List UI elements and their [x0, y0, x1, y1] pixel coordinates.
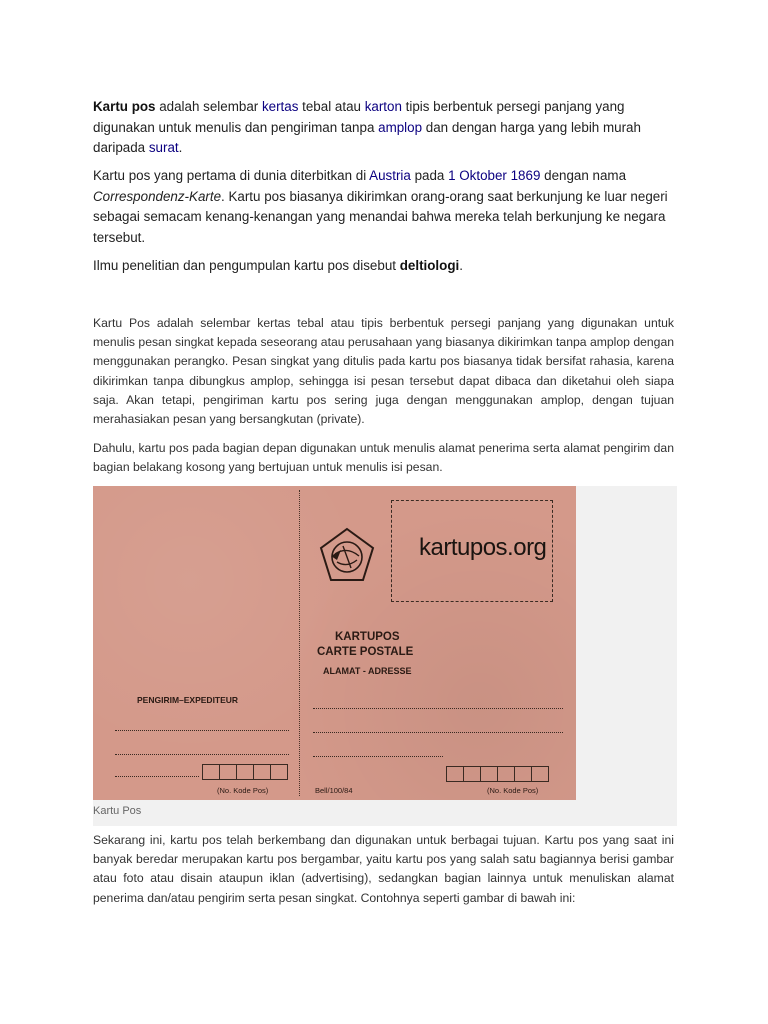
link-kertas[interactable]: kertas [261, 99, 299, 114]
link-amplop[interactable]: amplop [378, 119, 423, 135]
print-code: Bell/100/84 [315, 786, 353, 795]
text: . [459, 258, 463, 273]
zip-boxes-left [203, 764, 288, 780]
text: . [178, 140, 183, 155]
article-paragraph-2: Dahulu, kartu pos pada bagian depan digunakan untuk menulis alamat penerima serta alamat pengirim dan bagian belakang kosong yang bertujuan untuk menulis isi pesan. [93, 441, 674, 475]
sender-label: PENGIRIM–EXPEDITEUR [137, 695, 239, 705]
zip-boxes-right [447, 766, 549, 782]
card-address-label: ALAMAT - ADRESSE [323, 666, 412, 676]
zip-label-left: (No. Kode Pos) [217, 786, 269, 795]
sender-line [115, 776, 199, 777]
card-title-kartupos: KARTUPOS [335, 631, 400, 643]
text: dengan nama [540, 168, 627, 183]
text: Ilmu penelitian dan pengumpulan kartu pos disebut [93, 258, 400, 273]
text: . Kartu pos biasanya dikirimkan orang-orang saat berkunjung ke luar negeri sebagai semacam kenang-kenangan yang menandai bahwa mereka telah berkunjung ke negara tersebut. [93, 188, 668, 245]
address-line [313, 708, 563, 709]
italic-name: Correspondenz-Karte [93, 188, 222, 204]
article-paragraph-3: Sekarang ini, kartu pos telah berkembang dan digunakan untuk berbagai tujuan. Kartu pos yang saat ini banyak beredar merupakan kartu pos bergambar, yaitu kartu pos yang salah satu bagiannya berisi gambar atau foto atau disain ataupun iklan (advertising), sedangkan bagian lainnya untuk menuliskan alamat penerima dan/atau pengirim serta pesan singkat. Contohnya seperti gambar di bawah ini: [93, 833, 674, 905]
address-line [313, 732, 563, 733]
postcard-figure [93, 486, 677, 826]
text: dan dengan harga yang lebih murah daripada [93, 119, 641, 155]
intro-paragraph-1 [93, 97, 683, 159]
article-paragraph-1: Kartu Pos adalah selembar kertas tebal atau tipis berbentuk persegi panjang yang digunakan untuk menulis pesan singkat kepada seseorang atau perusahaan yang biasanya dikirimkan tanpa amplop dengan menggunakan perangko. Pesan singkat yang ditulis pada kartu pos biasanya tidak bersifat rahasia, karena dikirimkan tanpa dibungkus amplop, sehingga isi pesan tersebut dapat dibaca dan diketahui oleh siapa saja. Akan tetapi, pengiriman kartu pos sering juga dengan menggunakan amplop, dengan tujuan merahasiakan pesan yang bersangkutan (private). [93, 316, 674, 427]
term-kartu-pos: Kartu pos [93, 99, 156, 114]
intro-paragraph-2 [93, 166, 683, 248]
zip-label-right: (No. Kode Pos) [487, 786, 539, 795]
card-divider [299, 490, 301, 796]
text: adalah selembar [155, 99, 262, 114]
figure-caption: Kartu Pos [93, 805, 142, 817]
postal-emblem-icon [317, 526, 377, 584]
address-line [313, 756, 443, 757]
card-title-carte-postale: CARTE POSTALE [317, 646, 414, 658]
text: pada [410, 168, 449, 183]
text: Kartu pos yang pertama di dunia diterbitkan di [93, 168, 370, 183]
intro-paragraph-3 [93, 256, 683, 277]
link-date[interactable]: 1 Oktober 1869 [448, 168, 541, 183]
link-karton[interactable]: karton [364, 99, 402, 114]
term-deltiologi: deltiologi [399, 258, 460, 273]
text: tebal atau [298, 99, 365, 114]
text: tipis berbentuk persegi panjang yang digunakan untuk menulis dan pengiriman tanpa [93, 99, 625, 135]
link-austria[interactable]: Austria [369, 168, 411, 183]
postcard-image [93, 486, 576, 800]
sender-line [115, 754, 289, 755]
link-surat[interactable]: surat [148, 140, 179, 155]
watermark-logo: kartupos.org [419, 534, 547, 561]
sender-line [115, 730, 289, 731]
